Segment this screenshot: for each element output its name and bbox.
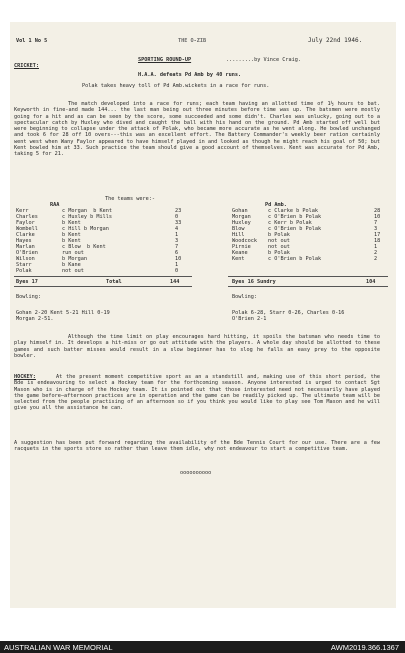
match-report: The match developed into a race for runs; each team having an allotted time of 1½ hours to bat. Keyworth in fine-and made 144... the last man being out three minutes before time was up. The batsmen were mostly going for a hit and as can be seen by the score, some succeeded and some didn't. Charles was unlucky, going out to a spectacular catch by Huxley who dived and caught the ball with his hand on the ground. Pd Amb started off well but were beginning to collapse under the attack of Polak, who became more accurate as he went along. He bowled unchanged and took 6 for 28 off 10 overs---this was an excellent effort. The Battery Commander's weekly beer ration certainly went west when Wany Faylor appeared to have himself played in and looked as though he might reach his goal of 50; but Kent bowled him at 33. Such practice the team should give a good account of themselves. Kent was accurate for Pd Amb, taking 5 for 21. [14, 101, 380, 158]
batsman-name: Gohan [232, 208, 248, 214]
pd-sundries: Byes 16 Sundry [232, 279, 276, 285]
footer-institution: AUSTRALIAN WAR MEMORIAL [4, 643, 113, 652]
runs: 2 [374, 250, 378, 256]
dismissal: not out [62, 268, 84, 274]
dismissal: c Hill b Morgan [62, 226, 109, 232]
dismissal: b Kane [62, 262, 81, 268]
runs: 1 [175, 262, 179, 268]
dismissal: c Huxley b Mills [62, 214, 112, 220]
batsman-name: O'Brien [16, 250, 38, 256]
raa-bowling-figures: Morgan 2-51. [16, 316, 54, 322]
pd-bowling-figures: O'Brien 2-1 [232, 316, 267, 322]
dismissal: c Kerr b Polak [268, 220, 312, 226]
batsman-name: Blow [232, 226, 245, 232]
batsman-name: Wombell [16, 226, 38, 232]
divider [228, 276, 388, 277]
dismissal: not out [268, 244, 290, 250]
dismissal: c O'Brien b Polak [268, 214, 322, 220]
runs: 10 [374, 214, 381, 220]
runs: 4 [175, 226, 179, 232]
teams-label: The teams were:- [105, 196, 155, 202]
dismissal: b Kent [62, 220, 81, 226]
batsman-name: Morgan [232, 214, 251, 220]
raa-bowling-figures: Gohan 2-20 Kent 5-21 Hill 0-19 [16, 310, 110, 316]
pd-heading: Pd Amb. [265, 202, 287, 208]
runs: 1 [175, 232, 179, 238]
batsman-name: Wilson [16, 256, 35, 262]
pd-bowling-label: Bowling: [232, 294, 257, 300]
dismissal: c Blow b Kent [62, 244, 106, 250]
dismissal: c O'Brien b Polak [268, 226, 322, 232]
cricket-heading: CRICKET: [14, 63, 39, 69]
dismissal: run out [62, 250, 84, 256]
dismissal: c Morgan b Kent [62, 208, 112, 214]
match-note: Polak takes heavy toll of Pd Amb.wickets in a race for runs. [82, 83, 270, 89]
batsman-name: Huxley [232, 220, 251, 226]
runs: 0 [175, 214, 179, 220]
dismissal: b Kent [62, 232, 81, 238]
dismissal: c Clarke b Polak [268, 208, 318, 214]
divider [14, 276, 192, 277]
batsman-name: Keane [232, 250, 248, 256]
batsman-name: Clarke [16, 232, 35, 238]
hockey-heading: HOCKEY: [14, 374, 36, 380]
runs: 23 [175, 208, 182, 214]
hockey-paragraph: At the present moment competitive sport as an a standstill and, making use of this short period, the Bde is endeavouring to select a Hockey team for the forthcoming season. Anyone interested is urged to contact Sgt Mason who is in charge of the Hockey team. It is pointed out that those interested need not necessarily have played the game before—afternoon practices are in operation and the game can be readily picked up. The ultimate team will be selected from the people practising of an afternoon so if you think you would like to play see Tom Mason and he will give you all the assistance he can. [14, 374, 380, 412]
runs: 0 [175, 268, 179, 274]
runs: 17 [374, 232, 381, 238]
byline: .........by Vince Craig. [226, 57, 301, 63]
divider [228, 286, 388, 287]
batsman-name: Faylor [16, 220, 35, 226]
raa-total-runs: 144 [170, 279, 180, 285]
raa-bowling-label: Bowling: [16, 294, 41, 300]
runs: 10 [175, 256, 182, 262]
issue-date: July 22nd 1946. [308, 37, 363, 44]
raa-heading: RAA [50, 202, 60, 208]
batsman-name: Hayes [16, 238, 32, 244]
batsman-name: Pirnie [232, 244, 251, 250]
paper-name: THE O-ZIB [178, 38, 207, 44]
batsman-name: Charles [16, 214, 38, 220]
dismissal: c O'Brien b Polak [268, 256, 322, 262]
runs: 18 [374, 238, 381, 244]
end-mark: oooooooooo [180, 470, 212, 476]
tennis-paragraph: A suggestion has been put forward regarding the availability of the Bde Tennis Court for our use. There are a few racquets in the sports store so rather than leave them idle, why not endeavour to start a competitive team. [14, 440, 380, 453]
footer-accession: AWM2019.366.1367 [330, 643, 399, 652]
dismissal: not out [268, 238, 290, 244]
document-page [10, 22, 396, 608]
batsman-name: Woodcock [232, 238, 257, 244]
match-result: H.A.A. defeats Pd Amb by 40 runs. [138, 72, 242, 78]
raa-total-label: Total [106, 279, 122, 285]
pd-bowling-figures: Polak 6-28, Starr 0-26, Charles 0-16 [232, 310, 345, 316]
runs: 33 [175, 220, 182, 226]
dismissal: b Polak [268, 232, 290, 238]
batsman-name: Kent [232, 256, 245, 262]
batsman-name: Hill [232, 232, 245, 238]
volume-number: Vol 1 No 5 [16, 38, 48, 44]
section-title: SPORTING ROUND-UP [138, 57, 192, 63]
runs: 3 [374, 226, 378, 232]
batsman-name: Starr [16, 262, 32, 268]
closing-paragraph: Although the time limit on play encourages hard hitting, it spoils the batsman who needs time to play himself in. It develops a hit-miss or go out attitude with the players. A whole day should be allotted to these games and such batter misses would result in a slow beginner has to slog he falls an easy prey to the opposite bowler. [14, 334, 380, 359]
runs: 6 [175, 250, 179, 256]
footer-bar [0, 641, 405, 653]
runs: 7 [374, 220, 378, 226]
batsman-name: Marlan [16, 244, 35, 250]
runs: 3 [175, 238, 179, 244]
batsman-name: Kerr [16, 208, 29, 214]
dismissal: b Morgan [62, 256, 87, 262]
runs: 2 [374, 256, 378, 262]
dismissal: b Polak [268, 250, 290, 256]
dismissal: b Kent [62, 238, 81, 244]
divider [14, 286, 192, 287]
batsman-name: Polak [16, 268, 32, 274]
runs: 7 [175, 244, 179, 250]
pd-total-runs: 104 [366, 279, 376, 285]
runs: 28 [374, 208, 381, 214]
runs: 1 [374, 244, 378, 250]
raa-byes: Byes 17 [16, 279, 38, 285]
